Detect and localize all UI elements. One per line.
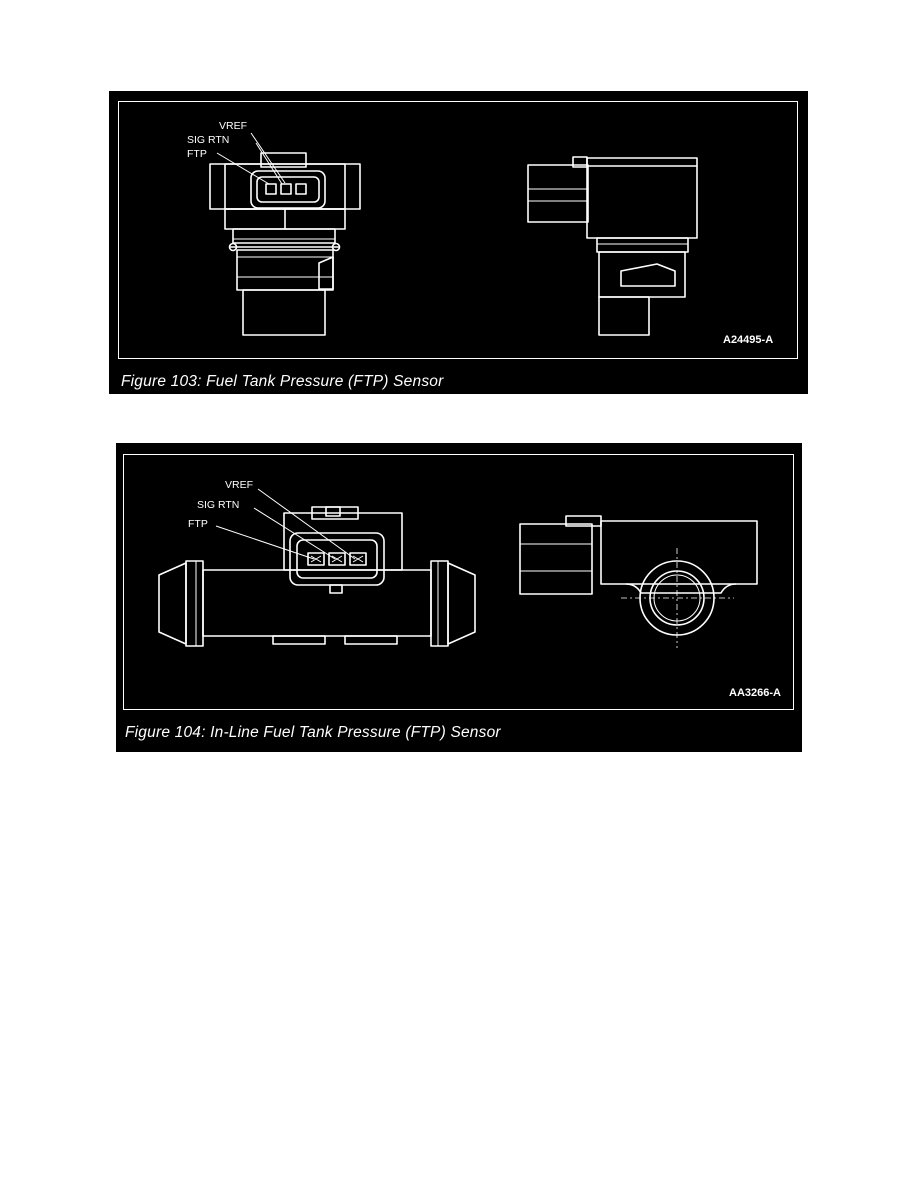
- sig-rtn-label: SIG RTN: [197, 499, 240, 511]
- figure-caption: Figure 104: In-Line Fuel Tank Pressure (FTP) Sensor: [125, 724, 501, 741]
- figure-caption: Figure 103: Fuel Tank Pressure (FTP) Sensor: [121, 373, 444, 390]
- sig-rtn-label: SIG RTN: [187, 134, 230, 146]
- ftp-label: FTP: [187, 148, 207, 160]
- ftp-sensor-side-view: [528, 157, 697, 335]
- vref-label: VREF: [225, 479, 254, 491]
- vref-label: VREF: [219, 120, 248, 132]
- inline-ftp-sensor-drawing: [116, 443, 802, 752]
- ftp-sensor-front-view: [210, 153, 360, 335]
- ftp-label: FTP: [188, 518, 208, 530]
- inline-sensor-side-view: [520, 516, 757, 648]
- art-id: AA3266-A: [729, 687, 781, 699]
- figure-104: [116, 443, 802, 752]
- figure-103: [109, 91, 808, 394]
- art-id: A24495-A: [723, 334, 774, 346]
